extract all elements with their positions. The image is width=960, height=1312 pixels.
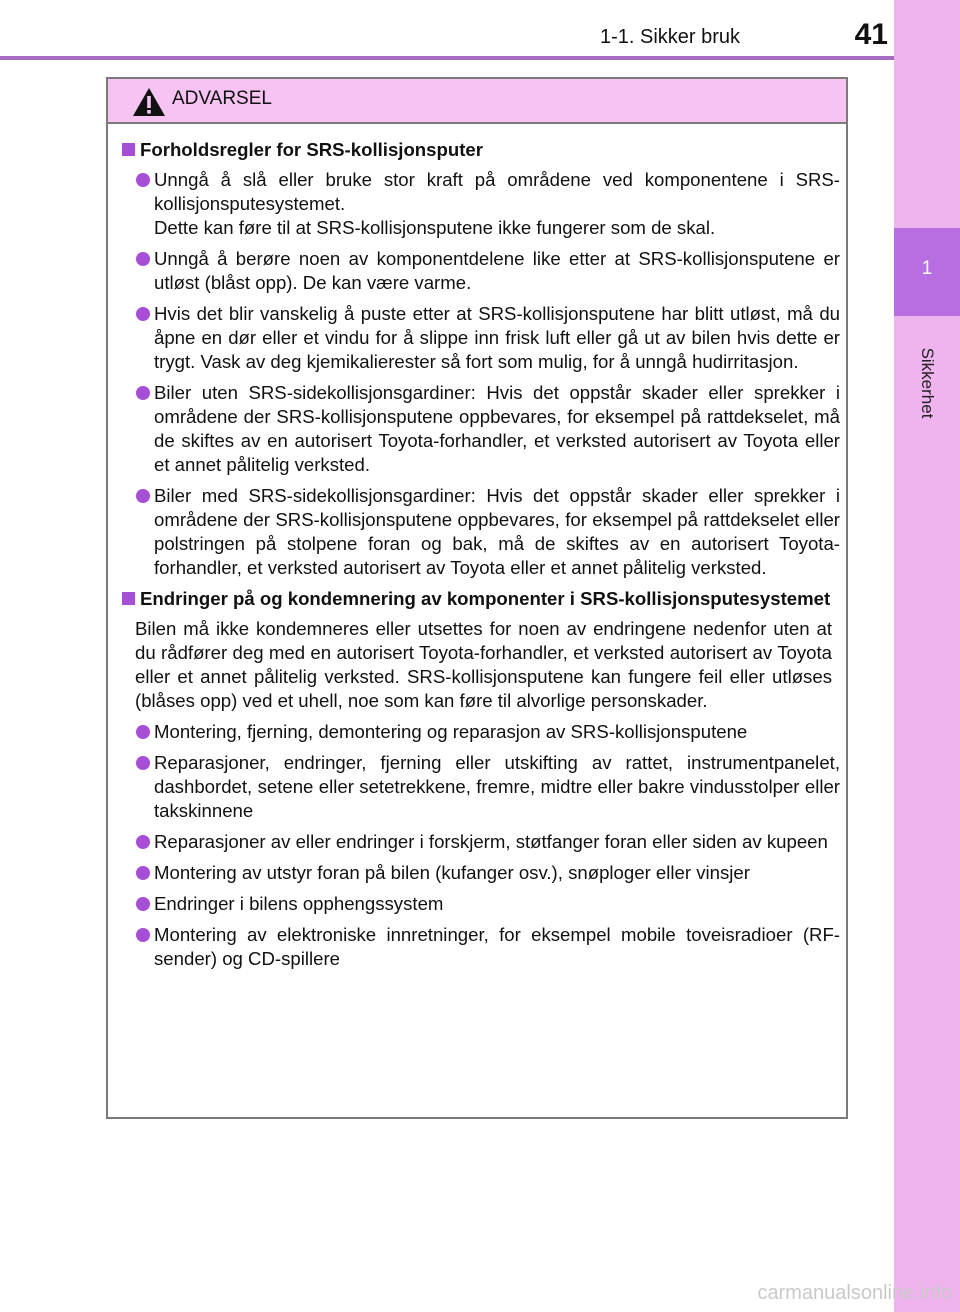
- round-bullet-icon: [136, 725, 150, 739]
- round-bullet-icon: [136, 252, 150, 266]
- warning-header: [108, 79, 846, 124]
- list-item-text: Reparasjoner, endringer, fjerning eller utskifting av rattet, instrumentpanelet, dashbordet, setene eller setetrekkene, fremre, midtre eller bakre vindusstolper eller takskinnene: [154, 752, 840, 821]
- warning-box: [106, 77, 848, 1119]
- list-item-text: Montering av elektroniske innretninger, for eksempel mobile toveisradioer (RF-sender) og CD-spillere: [154, 924, 840, 969]
- page-number: 41: [854, 18, 888, 51]
- list-item: [122, 302, 840, 374]
- section-title: 1-1. Sikker bruk: [599, 26, 741, 48]
- round-bullet-icon: [136, 307, 150, 321]
- list-item: [122, 381, 840, 477]
- list-item: [122, 247, 840, 295]
- list-item-text: Biler med SRS-sidekollisjonsgardiner: Hvis det oppstår skader eller sprekker i områdene der SRS-kollisjonsputene oppbevares, for eksempel på rattdekselet eller polstringen på stolpene foran og bak, må de skiftes av en autorisert Toyota-forhandler, et verksted autorisert av Toyota eller et annet pålitelig verksted.: [154, 485, 840, 578]
- watermark: carmanualsonline.info: [757, 1282, 952, 1304]
- list-item-note: Dette kan føre til at SRS-kollisjonsputene ikke fungerer som de skal.: [154, 217, 716, 238]
- round-bullet-icon: [136, 173, 150, 187]
- header-divider: [0, 56, 894, 60]
- list-item-text: Biler uten SRS-sidekollisjonsgardiner: Hvis det oppstår skader eller sprekker i områdene der SRS-kollisjonsputene oppbevares, for eksempel på rattdekselet, må de skiftes av en autorisert Toyota-forhandler, et verksted autorisert av Toyota eller et annet pålitelig verksted.: [154, 382, 840, 475]
- list-item: [122, 168, 840, 240]
- list-item-text: Montering, fjerning, demontering og reparasjon av SRS-kollisjonsputene: [154, 721, 748, 742]
- list-item-text: Endringer i bilens opphengssystem: [154, 893, 444, 914]
- list-item: [122, 923, 840, 971]
- list-item-text: Unngå å slå eller bruke stor kraft på områdene ved komponentene i SRS-kollisjonsputesystemet.: [154, 169, 840, 214]
- list-item-text: Hvis det blir vanskelig å puste etter at SRS-kollisjonsputene har blitt utløst, må du åpne en dør eller et vindu for å slippe inn frisk luft eller gå ut av bilen hvis dette er trygt. Vask av deg kjemikalierester så fort som mulig, for å unngå hudirritasjon.: [154, 303, 840, 372]
- list-item: [122, 484, 840, 580]
- chapter-label: [912, 328, 942, 438]
- warning-body: [108, 124, 846, 971]
- list-item: [122, 892, 840, 916]
- section-intro: Bilen må ikke kondemneres eller utsettes for noen av endringene nedenfor uten at du rådfører deg med en autorisert Toyota-forhandler, et verksted autorisert av Toyota eller et annet pålitelig verksted. SRS-kollisjonsputene kan fungere feil eller utløses (blåses opp) ved et uhell, noe som kan føre til alvorlige personskader.: [135, 618, 832, 711]
- list-item-text: Reparasjoner av eller endringer i forskjerm, støtfanger foran eller siden av kupeen: [154, 831, 828, 852]
- round-bullet-icon: [136, 835, 150, 849]
- round-bullet-icon: [136, 866, 150, 880]
- warning-title: ADVARSEL: [172, 88, 272, 109]
- chapter-number: 1: [921, 258, 933, 279]
- list-item: [122, 751, 840, 823]
- chapter-sidebar: [894, 0, 960, 1312]
- round-bullet-icon: [136, 897, 150, 911]
- round-bullet-icon: [136, 928, 150, 942]
- list-item-text: Montering av utstyr foran på bilen (kufanger osv.), snøploger eller vinsjer: [154, 862, 750, 883]
- warning-triangle-icon: [132, 87, 166, 117]
- round-bullet-icon: [136, 489, 150, 503]
- list-item-text: Unngå å berøre noen av komponentdelene like etter at SRS-kollisjonsputene er utløst (blåst opp). De kan være varme.: [154, 248, 840, 293]
- round-bullet-icon: [136, 386, 150, 400]
- chapter-tab: [894, 228, 960, 316]
- section-heading: Forholdsregler for SRS-kollisjonsputer: [122, 138, 840, 162]
- list-item: [122, 861, 840, 885]
- square-bullet-icon: [122, 143, 135, 156]
- square-bullet-icon: [122, 592, 135, 605]
- list-item: [122, 720, 840, 744]
- round-bullet-icon: [136, 756, 150, 770]
- chapter-label-text: Sikkerhet: [918, 347, 937, 419]
- list-item: [122, 830, 840, 854]
- section-heading: Endringer på og kondemnering av komponenter i SRS-kollisjonsputesystemet: [122, 587, 840, 611]
